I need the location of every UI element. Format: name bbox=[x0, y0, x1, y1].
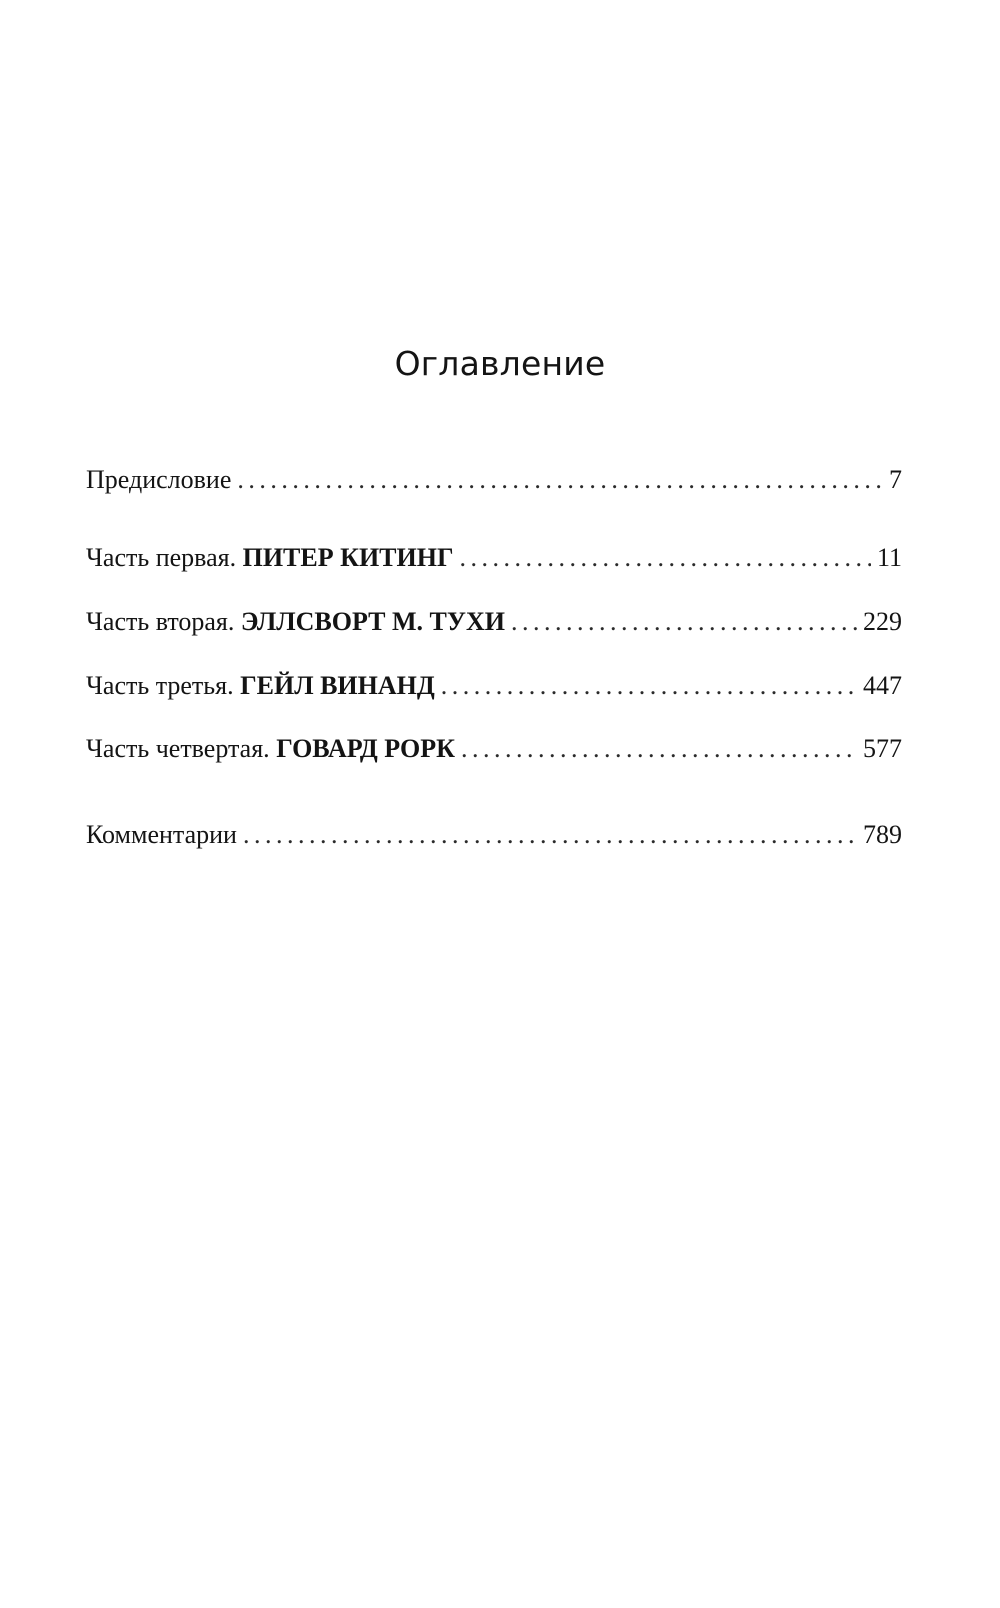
toc-entry-preface bbox=[86, 462, 902, 498]
toc-entry-name: ПИТЕР КИТИНГ bbox=[242, 543, 454, 572]
toc-entry-page: 7 bbox=[889, 465, 902, 494]
toc-entry-label bbox=[86, 604, 505, 640]
toc-entry-part-two bbox=[86, 604, 902, 640]
toc-entry-label bbox=[86, 540, 454, 576]
toc-entry-part: Часть первая. bbox=[86, 543, 243, 572]
toc-entry-name: ГОВАРД РОРК bbox=[276, 734, 455, 763]
dot-leader bbox=[460, 540, 871, 576]
toc-entry-page: 447 bbox=[863, 671, 902, 700]
toc-entry-comments bbox=[86, 817, 902, 853]
toc-entry-name: ГЕЙЛ ВИНАНД bbox=[240, 671, 435, 700]
toc-entry-part: Часть вторая. bbox=[86, 607, 241, 636]
dot-leader bbox=[237, 462, 883, 498]
dot-leader bbox=[461, 731, 857, 767]
toc-entry-name: ЭЛЛСВОРТ М. ТУХИ bbox=[240, 607, 505, 636]
toc-entry-page: 789 bbox=[863, 820, 902, 849]
toc-entry-part: Часть третья. bbox=[86, 671, 241, 700]
toc-entry-label bbox=[86, 731, 455, 767]
toc-entry-page: 11 bbox=[876, 543, 902, 572]
toc-entry-part: Часть четвертая. bbox=[86, 734, 277, 763]
toc-entry-part: Предисловие bbox=[86, 465, 232, 494]
toc-entry-part-four bbox=[86, 731, 902, 767]
toc-entry-label bbox=[86, 817, 237, 853]
toc-entry-page: 577 bbox=[863, 734, 902, 763]
toc-entry-label bbox=[86, 668, 435, 704]
dot-leader bbox=[441, 668, 857, 704]
toc-entry-label bbox=[86, 462, 231, 498]
page-title: Оглавление bbox=[394, 344, 606, 383]
toc-entry-page: 229 bbox=[863, 607, 902, 636]
dot-leader bbox=[243, 817, 857, 853]
toc-entry-part-one bbox=[86, 540, 902, 576]
toc-entry-part: Комментарии bbox=[86, 820, 237, 849]
toc-entry-part-three bbox=[86, 668, 902, 704]
dot-leader bbox=[511, 604, 857, 640]
